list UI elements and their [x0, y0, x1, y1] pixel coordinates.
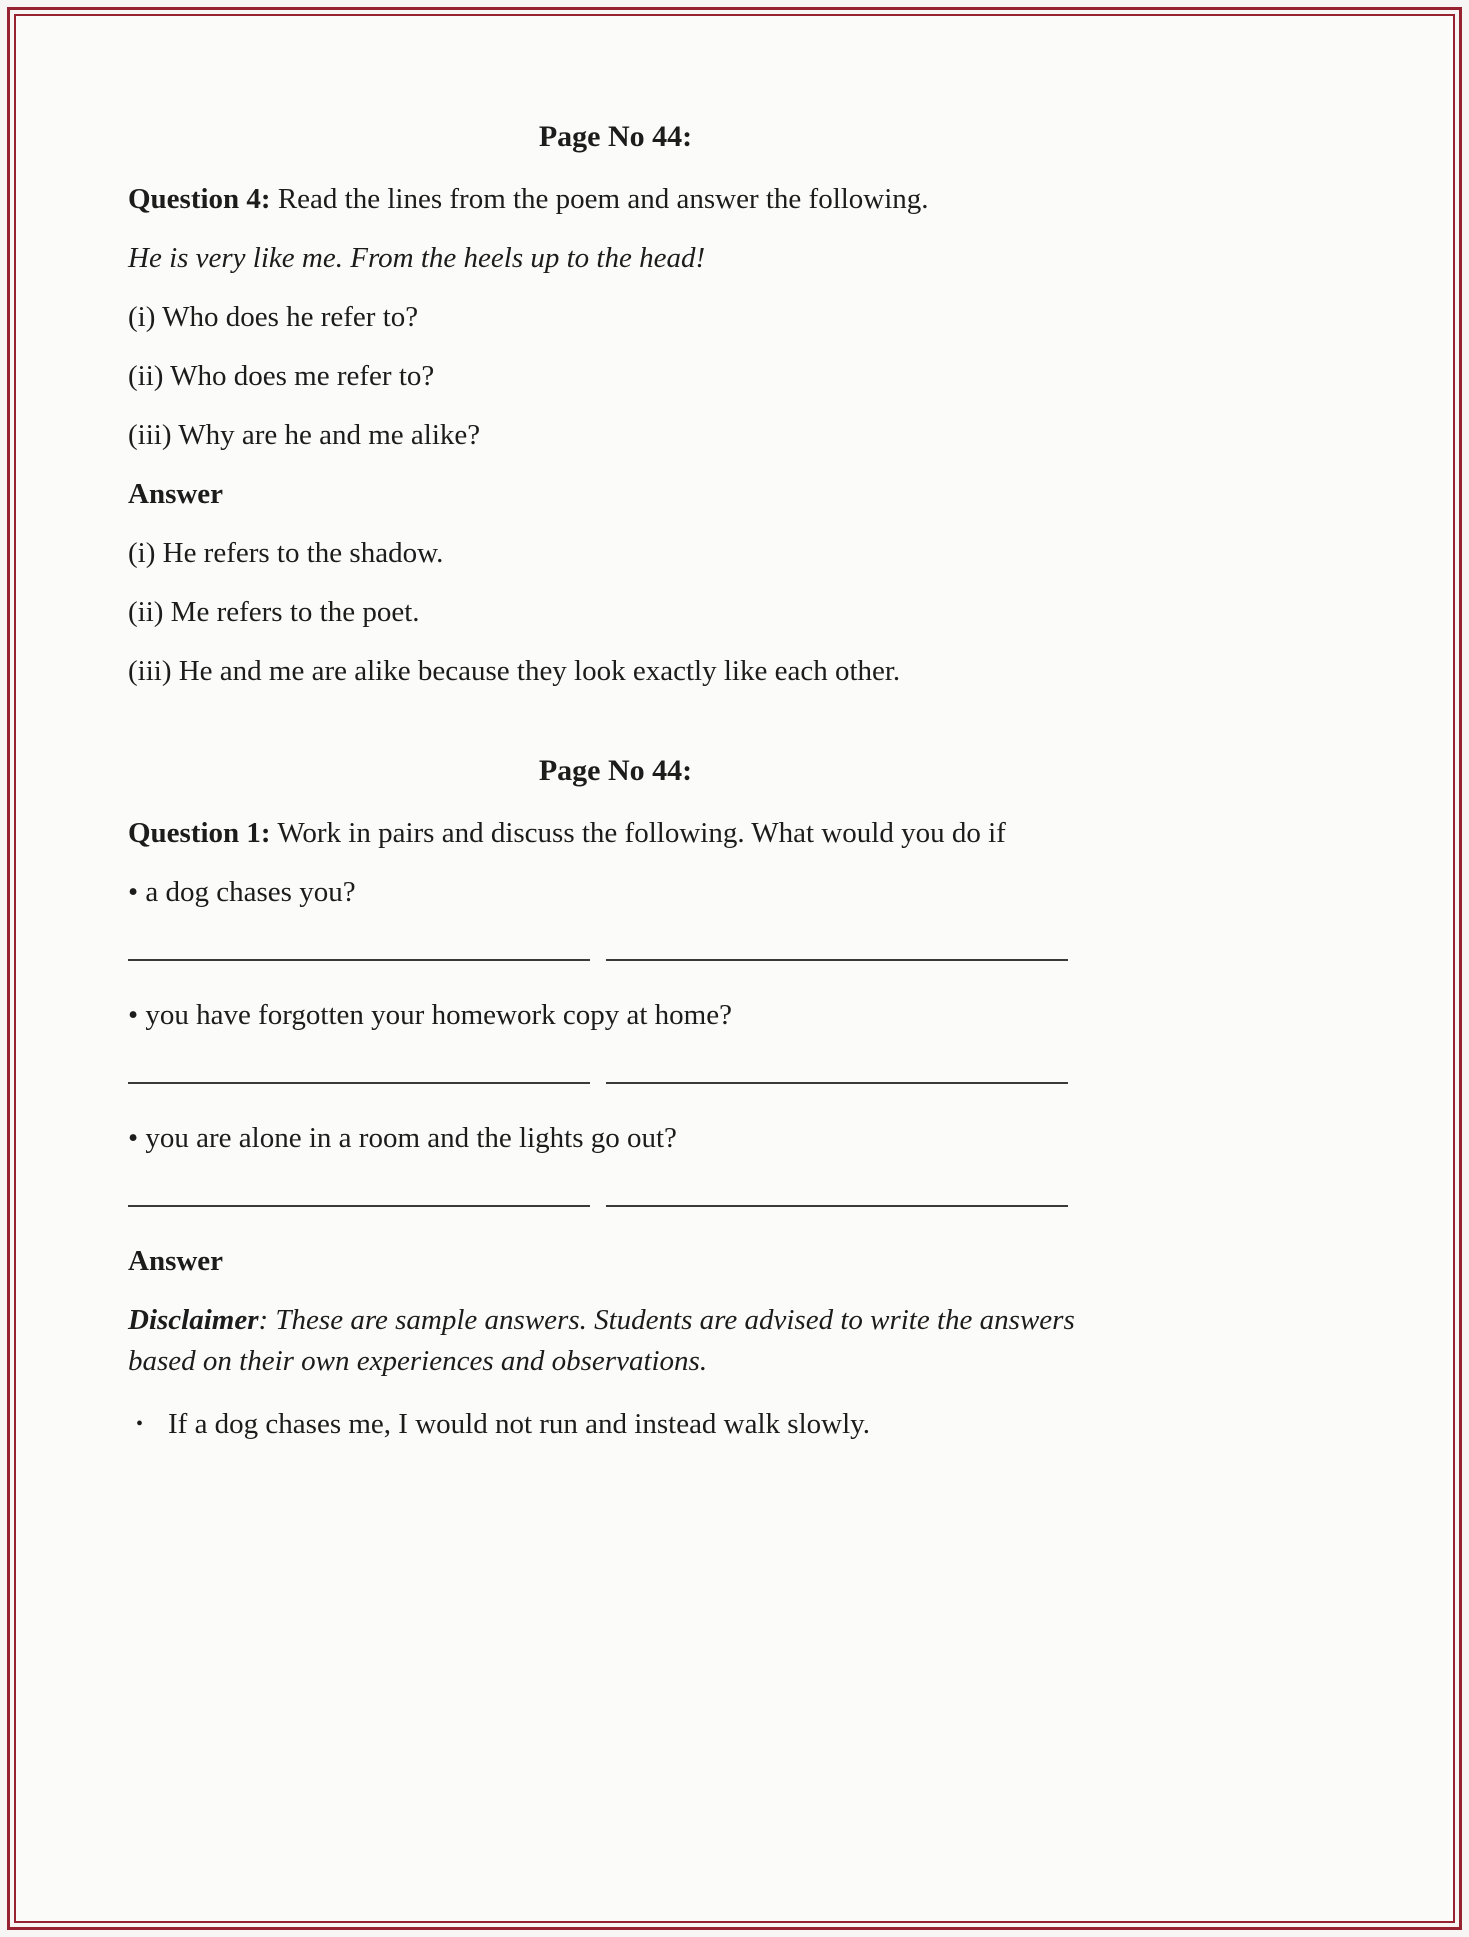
write-line-segment	[606, 959, 1068, 961]
question-4-label: Question 4:	[128, 183, 271, 215]
write-line-segment	[128, 1082, 590, 1084]
write-line-segment	[128, 959, 590, 961]
bullet-item-lights: • you are alone in a room and the lights go out?	[128, 1122, 677, 1154]
question-4-block	[128, 179, 1103, 692]
page-border-inner	[14, 14, 1455, 1923]
question-4-text: Read the lines from the poem and answer the following.	[270, 183, 929, 215]
question-1-paragraph	[128, 813, 1103, 854]
question-1-block	[128, 813, 1103, 1463]
answer-iii: (iii) He and me are alike because they look exactly like each other.	[128, 655, 901, 687]
sub-question-ii: (ii) Who does me refer to?	[128, 360, 435, 392]
sub-question-i: (i) Who does he refer to?	[128, 301, 419, 333]
write-line-segment	[606, 1082, 1068, 1084]
page-content	[16, 16, 1106, 1463]
answer-write-line	[128, 1205, 1068, 1207]
question-1-label: Question 1:	[128, 817, 271, 849]
page-number-heading: Page No 44:	[538, 120, 693, 153]
sub-question-iii: (iii) Why are he and me alike?	[128, 419, 481, 451]
page-number-heading: Page No 44:	[538, 754, 693, 787]
page-border-outer	[7, 7, 1462, 1930]
bullet-icon: •	[136, 1413, 144, 1435]
disclaimer-label: Disclaimer	[128, 1304, 259, 1336]
poem-quote: He is very like me. From the heels up to the head!	[128, 242, 706, 274]
write-line-segment	[128, 1205, 590, 1207]
question-1-text: Work in pairs and discuss the following. What would you do if	[270, 817, 1006, 849]
answer-ii: (ii) Me refers to the poet.	[128, 596, 420, 628]
bullet-item-dog: • a dog chases you?	[128, 876, 356, 908]
answer-bullet-text: If a dog chases me, I would not run and instead walk slowly.	[168, 1408, 871, 1440]
write-line-segment	[606, 1205, 1068, 1207]
disclaimer-text: : These are sample answers. Students are advised to write the answers based on their own experiences and observations.	[128, 1304, 1075, 1377]
answer-i: (i) He refers to the shadow.	[128, 537, 444, 569]
answer-heading: Answer	[128, 1245, 224, 1277]
answer-heading: Answer	[128, 478, 224, 510]
disclaimer-paragraph	[128, 1300, 1103, 1382]
answer-write-line	[128, 959, 1068, 961]
answer-write-line	[128, 1082, 1068, 1084]
question-4-paragraph	[128, 179, 1103, 220]
bullet-item-homework: • you have forgotten your homework copy at home?	[128, 999, 732, 1031]
answer-list-item	[128, 1404, 1103, 1463]
